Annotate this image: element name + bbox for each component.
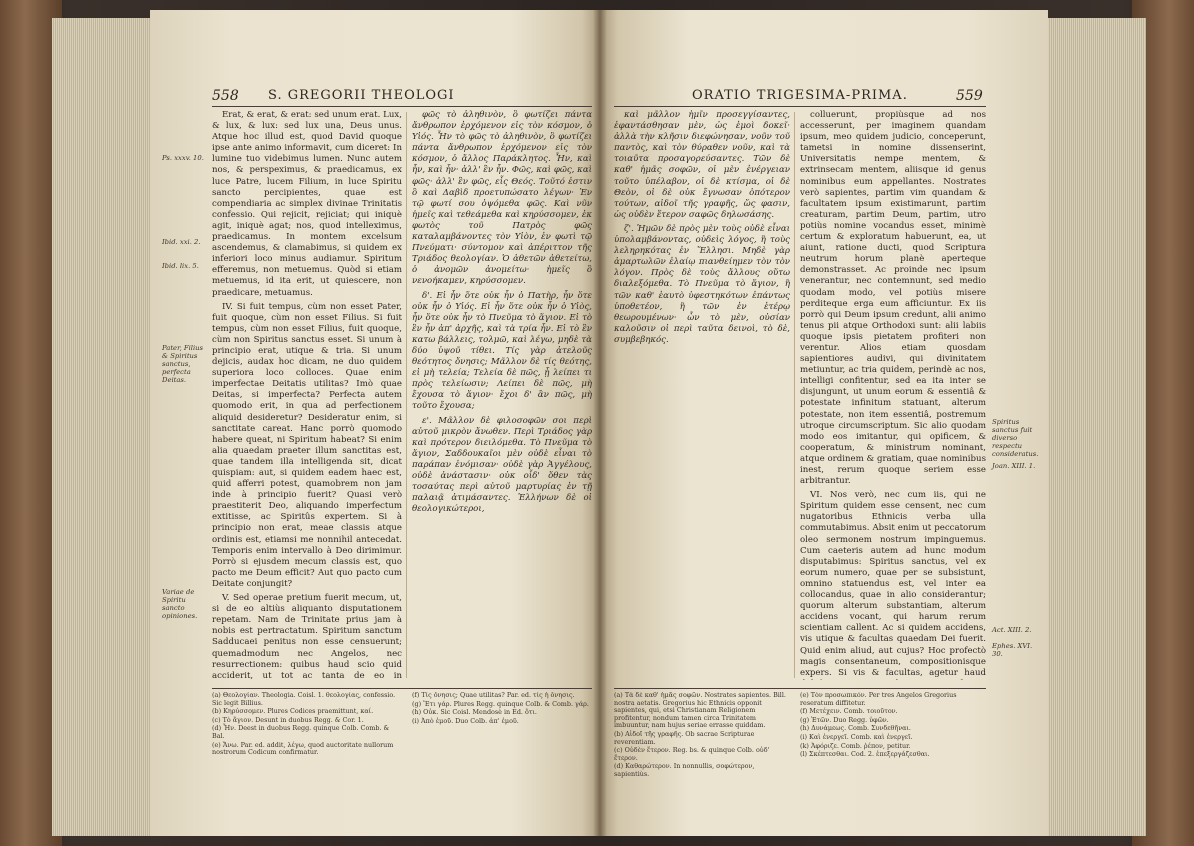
left-greek-column <box>412 110 592 680</box>
latin-paragraph: VI. Nos verò, nec cum iis, qui ne Spiritum quidem esse censent, nec cum nugatoribus Ethnicis verba ulla commutabimus. Absit enim ut peccatorum oleo sermonem nostrum impinguemus. Cum caeteris autem ad hunc modum disputabimus: Spiritus sanctus, vel ex eorum numero, quae per se subsistunt, omnino statuendus est, vel inter ea collocandus, quae in alio considerantur; quorum alterum substantiam, alterum accidens vocant, qui harum rerum scientiam callent. Ac si quidem accidens, vis utique & facultas quaedam Dei fuerit. Quid enim aliud, aut cujus? Hoc profectò magis consentaneum, compositionisque expers. Si vis & facultas, agetur haud <box>800 490 986 678</box>
latin-paragraph: IV. Si fuit tempus, cùm non esset Pater, fuit quoque, cùm non esset Filius. Si fuit tempus, cùm non esset Filius, fuit quoque, cùm non Spiritus sanctus esset. Si unum à principio erat, utique & tria. Si unum dejicis, audax hoc dicam, ne duo quidem superiora loco colloces. Quae enim imperfectae Deitatis utilitas? Imò quae Deitas, si imperfecta? Perfecta autem quomodo erit, in qua ad perfectionem aliquid desideretur? Desideratur enim, si sanctitate careat. Hanc porrò quomodo habere queat, ni Spiritum habeat? Si enim alia quaedam praeter illum sanctitas est, quae tandem illa intelligenda sit, dicat quispiam: aut, si quidem eadem haec est, quid afferri potest, quamobrem non jam inde à principio fuerit? Quasi verò praestiterit Deo, aliquando imperfectum extitisse, ac Spiritûs expertem. Si à principio non erat, meae classis atque ordinis est, etiamsi me nonnihil antecedat. Temporis enim intervallo à Deo dirimimur. Porrò si ejusdem mecum classis est, quo pacto me Deum efficit? Aut quo pacto cum Deitate conjungit? <box>212 301 402 589</box>
left-page <box>150 10 600 836</box>
left-running-header: S. GREGORII THEOLOGI <box>268 88 455 103</box>
footnote: (e) Τὸν προσωπικόν. Per tres Angelos Gregorius reseratum diffitetur. <box>800 692 957 707</box>
right-footnotes-col2 <box>800 692 986 812</box>
right-margin-note-4: Ephes. XVI. 30. <box>992 642 1033 658</box>
footnote: (i) Ἀπὸ ἐμοῦ. Duo Colb. ἀπ' ἐμοῦ. <box>412 716 519 725</box>
right-running-header: ORATIO TRIGESIMA-PRIMA. <box>692 88 908 103</box>
footnote: (h) Δυνάμεως. Comb. Συνδεθῆναι. <box>800 724 911 733</box>
left-margin-note-1: Ps. xxxv. 10. <box>162 154 204 162</box>
footnote: (d) Ἦν. Deest in duobus Regg. quinque Colb. Comb. & Bal. <box>212 724 390 740</box>
footnote: (a) Θεολογίαν. Theologia. Coisl. 1. θεολογίας, confessio. Sic legit Billius. <box>212 692 396 707</box>
greek-paragraph: ε'. Μᾶλλον δὲ φιλοσοφῶν σοι περὶ αὐτοῦ μικρὸν ἄνωθεν. Περὶ Τριάδος γὰρ καὶ πρότερον διειλόμεθα. Τὸ Πνεῦμα τὸ ἅγιον, Σαδδουκαῖοι μὲν οὐδὲ εἶναι τὸ παράπαν ἐνόμισαν· οὐδὲ γὰρ Ἀγγέλους, οὐδὲ ἀνάστασιν· οὐκ οἶδ' ὅθεν τὰς τοσαύτας περὶ αὐτοῦ μαρτυρίας ἐν τῇ παλαιᾷ ἀτιμάσαντες. Ἑλλήνων δὲ οἱ θεολογικώτεροι, <box>412 415 592 515</box>
greek-paragraph: φῶς τὸ ἀληθινὸν, ὃ φωτίζει πάντα ἄνθρωπον ἐρχόμενον εἰς τὸν κόσμον, ὁ Υἱός. Ἦν τὸ φῶς τὸ ἀληθινὸν, ὃ φωτίζει πάντα ἄνθρωπον ἐρχόμενον εἰς τὸν κόσμον, ὁ ἄλλος Παράκλητος. Ἦν, καὶ ἦν, καὶ ἦν· ἀλλ' ἓν ἦν. Φῶς, καὶ φῶς, καὶ φῶς· ἀλλ' ἓν φῶς, εἷς Θεός. Τοῦτό ἐστιν ὃ καὶ Δαβὶδ προετυπώσατο λέγων· Ἐν τῷ φωτί σου ὀψόμεθα φῶς. Καὶ νῦν ἡμεῖς καὶ τεθεάμεθα καὶ κηρύσσομεν, ἐκ φωτὸς τοῦ Πατρὸς φῶς καταλαμβάνοντες τὸν Υἱὸν, ἐν φωτὶ τῷ Πνεύματι· σύντομον καὶ ἀπέριττον τῆς Τριάδος θεολογίαν. Ὁ ἀθετῶν ἀθετείτω, ὁ ἀνομῶν ἀνομείτω· ἡμεῖς ὃ νενοήκαμεν, κηρύσσομεν. <box>412 110 592 287</box>
latin-paragraph: colluerunt, propiùsque ad nos accesserunt, per imaginem quandam ipsum, meo quidem judicio, conceperunt, tametsi in nomine dissenserint, Universitatis nempe mentem, & extrinsecam mentem, aliisque id genus nominibus eum appellantes. Nostrates verò sapientes, partim vim quandam & facultatem ipsum existimarunt, partim creaturam, partim Deum, partim, utro potiùs nomine vocandus esset, minimè certum & exploratum habuerunt, ea, ut aiunt, ratione ducti, quod Scriptura neutrum horum planè aperteque demonstrasset. Ac proinde nec ipsum venerantur, nec contemnunt, sed medio quodam modo, vel potiùs misere perditeque erga eum afficiuntur. Ex iis porrò qui Deum ipsum credunt, alii animo tenus pii atque Orthodoxi sunt: alii labiis quoque ipsis pietatem profiteri non verentur. Alios etiam quosdam sapientiores audivi, qui divinitatem metiuntur, ac tria quidem, perindè ac nos, intelligi confitentur, sed ea ita inter se disjungunt, ut unum eorum & essentiâ & potestate infinitum statuant, alterum potestate, non item essentiâ, postremum utroque circumscriptum. Sic alio quodam modo eos imitantur, qui opificem, & cooperatum, & ministrum nominant, atque ordinem & gratiam, quae nominibus inest, rerum quoque seriem esse arbitrantur. <box>800 110 986 487</box>
right-margin-note-3: Act. XIII. 2. <box>992 626 1032 634</box>
left-header-rule <box>212 106 592 107</box>
latin-paragraph: V. Sed operae pretium fuerit mecum, ut, si de eo altiùs aliquanto disputationem repetam. Nam de Trinitate prius jam à nobis est pertractatum. Spiritum sanctum Sadducaei penitus non esse censuerunt; quemadmodum nec Angelos, nec resurrectionem: quibus haud scio quid acciderit, ut tot ac tanta de eo in <box>212 593 402 680</box>
footnote: (g) Ἔτι γάρ. Plures Regg. quinque Colb. & Comb. γάρ. <box>412 699 589 708</box>
right-footnotes-col1 <box>614 692 790 812</box>
footnote: (a) Τὰ δὲ καθ' ἡμᾶς σοφῶν. Nostrates sapientes. Bill. nostra aetatis. Gregorius hic Ethnicis opponit sapientes, qui, etsi Christianam Religionem profitentur, nondum tamen circa Trinitatem imbuuntur, nam hujus seriae errasse quiddam. <box>614 692 786 730</box>
right-margin-note-2: Joan. XIII. 1. <box>992 462 1036 470</box>
right-margin-note-1: Spiritus sanctus fuit diverso respectu consideratus. <box>992 418 1039 458</box>
left-footnote-rule <box>212 688 592 689</box>
left-margin-note-4: Pater, Filius & Spiritus sanctus, perfecta Deitas. <box>162 344 203 384</box>
left-margin-note-2: Ibid. xxi. 2. <box>162 238 201 246</box>
footnote: (l) Σκέπτεσθαι. Cod. 2. ἐπεξεργάζεσθαι. <box>800 750 930 759</box>
left-margin-note-3: Ibid. lix. 5. <box>162 262 199 270</box>
left-margin-note-5: Variae de Spiritu sancto opiniones. <box>162 588 198 620</box>
footnote: (f) Μετέχειν. Comb. τοιοῦτον. <box>800 707 898 716</box>
footnote: (c) Τὸ ἅγιον. Desunt in duobus Regg. & Cor. 1. <box>212 715 364 724</box>
right-page-edges <box>1036 18 1146 836</box>
footnote: (f) Τίς ὄνησις; Quae utilitas? Par. ed. τίς ἡ ὄνησις. <box>412 692 575 699</box>
left-footnotes-col1 <box>212 692 402 812</box>
footnote: (b) Αἰδοῖ τῆς γραφῆς. Ob sacrae Scripturae reverentiam. <box>614 729 755 746</box>
latin-paragraph: Erat, & erat, & erat: sed unum erat. Lux, & lux, & lux: sed lux una, Deus unus. Atque hoc illud est, quod David quoque ipse ante animo informavit, cum diceret: In lumine tuo videbimus lumen. Nunc autem nos, & perspeximus, & praedicamus, ex luce Patre, lucem Filium, in luce Spiritu sancto percipientes, quae est compendiaria ac simplex divinae Trinitatis confessio. Qui rejicit, rejiciat; qui iniquè agit, iniquè agat; nos, quod intelleximus, praedicamus. In montem excelsum ascendemus, & clamabimus, si quidem ex inferiori loco minus audiamur. Spiritum efferemus, non metuemus. Quòd si etiam metuemus, id ita erit, ut quiescere, non praedicare, metuamus. <box>212 110 402 298</box>
footnote: (d) Καθαρώτερον. In nonnullis, σοφώτερον, sapientiùs. <box>614 762 755 778</box>
right-folio: 559 <box>956 88 983 104</box>
left-footnotes-col2 <box>412 692 592 812</box>
footnote: (c) Οὐδὲν ἕτερον. Reg. bs. & quinque Colb. οὐδ' ἕτερον. <box>614 746 770 762</box>
footnote: (k) Ἀφόριζε. Comb. ῥέπον, petitur. <box>800 741 911 750</box>
greek-paragraph: ζ'. Ἡμῶν δὲ πρὸς μὲν τοὺς οὐδὲ εἶναι ὑπολαμβάνοντας, οὐδεὶς λόγος, ἢ τοὺς λεληρηκότας ἐν Ἕλλησι. Μηδὲ γὰρ ἁμαρτωλῶν ἐλαίῳ πιανθείημεν τὸν τὸν λόγον. Πρὸς δὲ τοὺς ἄλλους οὕτω διαλεξόμεθα. Τὸ Πνεῦμα τὸ ἅγιον, ἢ τῶν καθ' ἑαυτὸ ὑφεστηκότων ἐπάντως ὑποθετέον, ἢ τῶν ἐν ἑτέρῳ θεωρουμένων· ὧν τὸ μὲν, οὐσίαν καλοῦσιν οἱ περὶ ταῦτα δεινοὶ, τὸ δὲ, συμβεβηκός. <box>614 223 790 345</box>
right-latin-column <box>800 110 986 680</box>
left-folio: 558 <box>212 88 239 104</box>
footnote: (i) Καὶ ἐνεργεῖ. Comb. καὶ ἐνεργεῖ. <box>800 732 913 741</box>
right-page <box>600 10 1048 836</box>
greek-paragraph: δ'. Εἰ ἦν ὅτε οὐκ ἦν ὁ Πατὴρ, ἦν ὅτε οὐκ ἦν ὁ Υἱός. Εἰ ἦν ὅτε οὐκ ἦν ὁ Υἱὸς, ἦν ὅτε οὐκ ἦν τὸ Πνεῦμα τὸ ἅγιον. Εἰ τὸ ἓν ἦν ἀπ' ἀρχῆς, καὶ τὰ τρία ἦν. Εἰ τὸ ἓν κατω βάλλεις, τολμῶ, καὶ λέγω, μηδὲ τὰ δύο ὑψοῦ τίθει. Τίς γὰρ ἀτελοῦς θεότητος ὄνησις; Μᾶλλον δὲ τίς θεότης, εἰ μὴ τελεία; Τελεία δὲ πῶς, ᾗ λείπει τι πρὸς τελείωσιν; Λείπει δὲ πῶς, μὴ ἔχουσα τὸ ἅγιον· ἔχοι δ' ἂν πῶς, μὴ τοῦτο ἔχουσα; <box>412 290 592 412</box>
greek-paragraph: καὶ μᾶλλον ἡμῖν προσεγγίσαντες, ἐφαντάσθησαν μὲν, ὡς ἐμοὶ δοκεῖ· ἀλλὰ τὴν κλῆσιν διεφώνησαν, νοῦν τοῦ παντὸς, καὶ τὸν θύραθεν νοῦν, καὶ τὰ τοιαῦτα προσαγορεύσαντες. Τῶν δὲ καθ' ἡμᾶς σοφῶν, οἱ μὲν ἐνέργειαν τοῦτο ὑπέλαβον, οἱ δὲ κτίσμα, οἱ δὲ Θεὸν, οἱ δὲ οὐκ ἔγνωσαν ὁπότερον τούτων, αἰδοῖ τῆς γραφῆς, ὥς φασιν, ὡς οὐδὲν ἕτερον σαφῶς δηλωσάσης. <box>614 110 790 220</box>
left-page-edges <box>52 18 162 836</box>
book-gutter-shadow <box>593 10 607 836</box>
right-footnote-rule <box>614 688 986 689</box>
right-header-rule <box>614 106 986 107</box>
footnote: (g) Ἐτῶν. Duo Regg. ὑφῶν. <box>800 715 889 724</box>
left-column-divider <box>406 112 407 678</box>
footnote: (b) Κηρύσσομεν. Plures Codices praemittunt, καί. <box>212 707 374 716</box>
right-column-divider <box>794 112 795 678</box>
right-greek-column <box>614 110 790 680</box>
left-latin-column <box>212 110 402 680</box>
footnote: (e) Ἄνω. Par. ed. addit, λέγω, quod auctoritate nullorum nostrorum Codicum confirmatur. <box>212 740 394 757</box>
footnote: (h) Οὐκ. Sic Coisl. Mendosè in Ed. ὅτι. <box>412 708 537 717</box>
